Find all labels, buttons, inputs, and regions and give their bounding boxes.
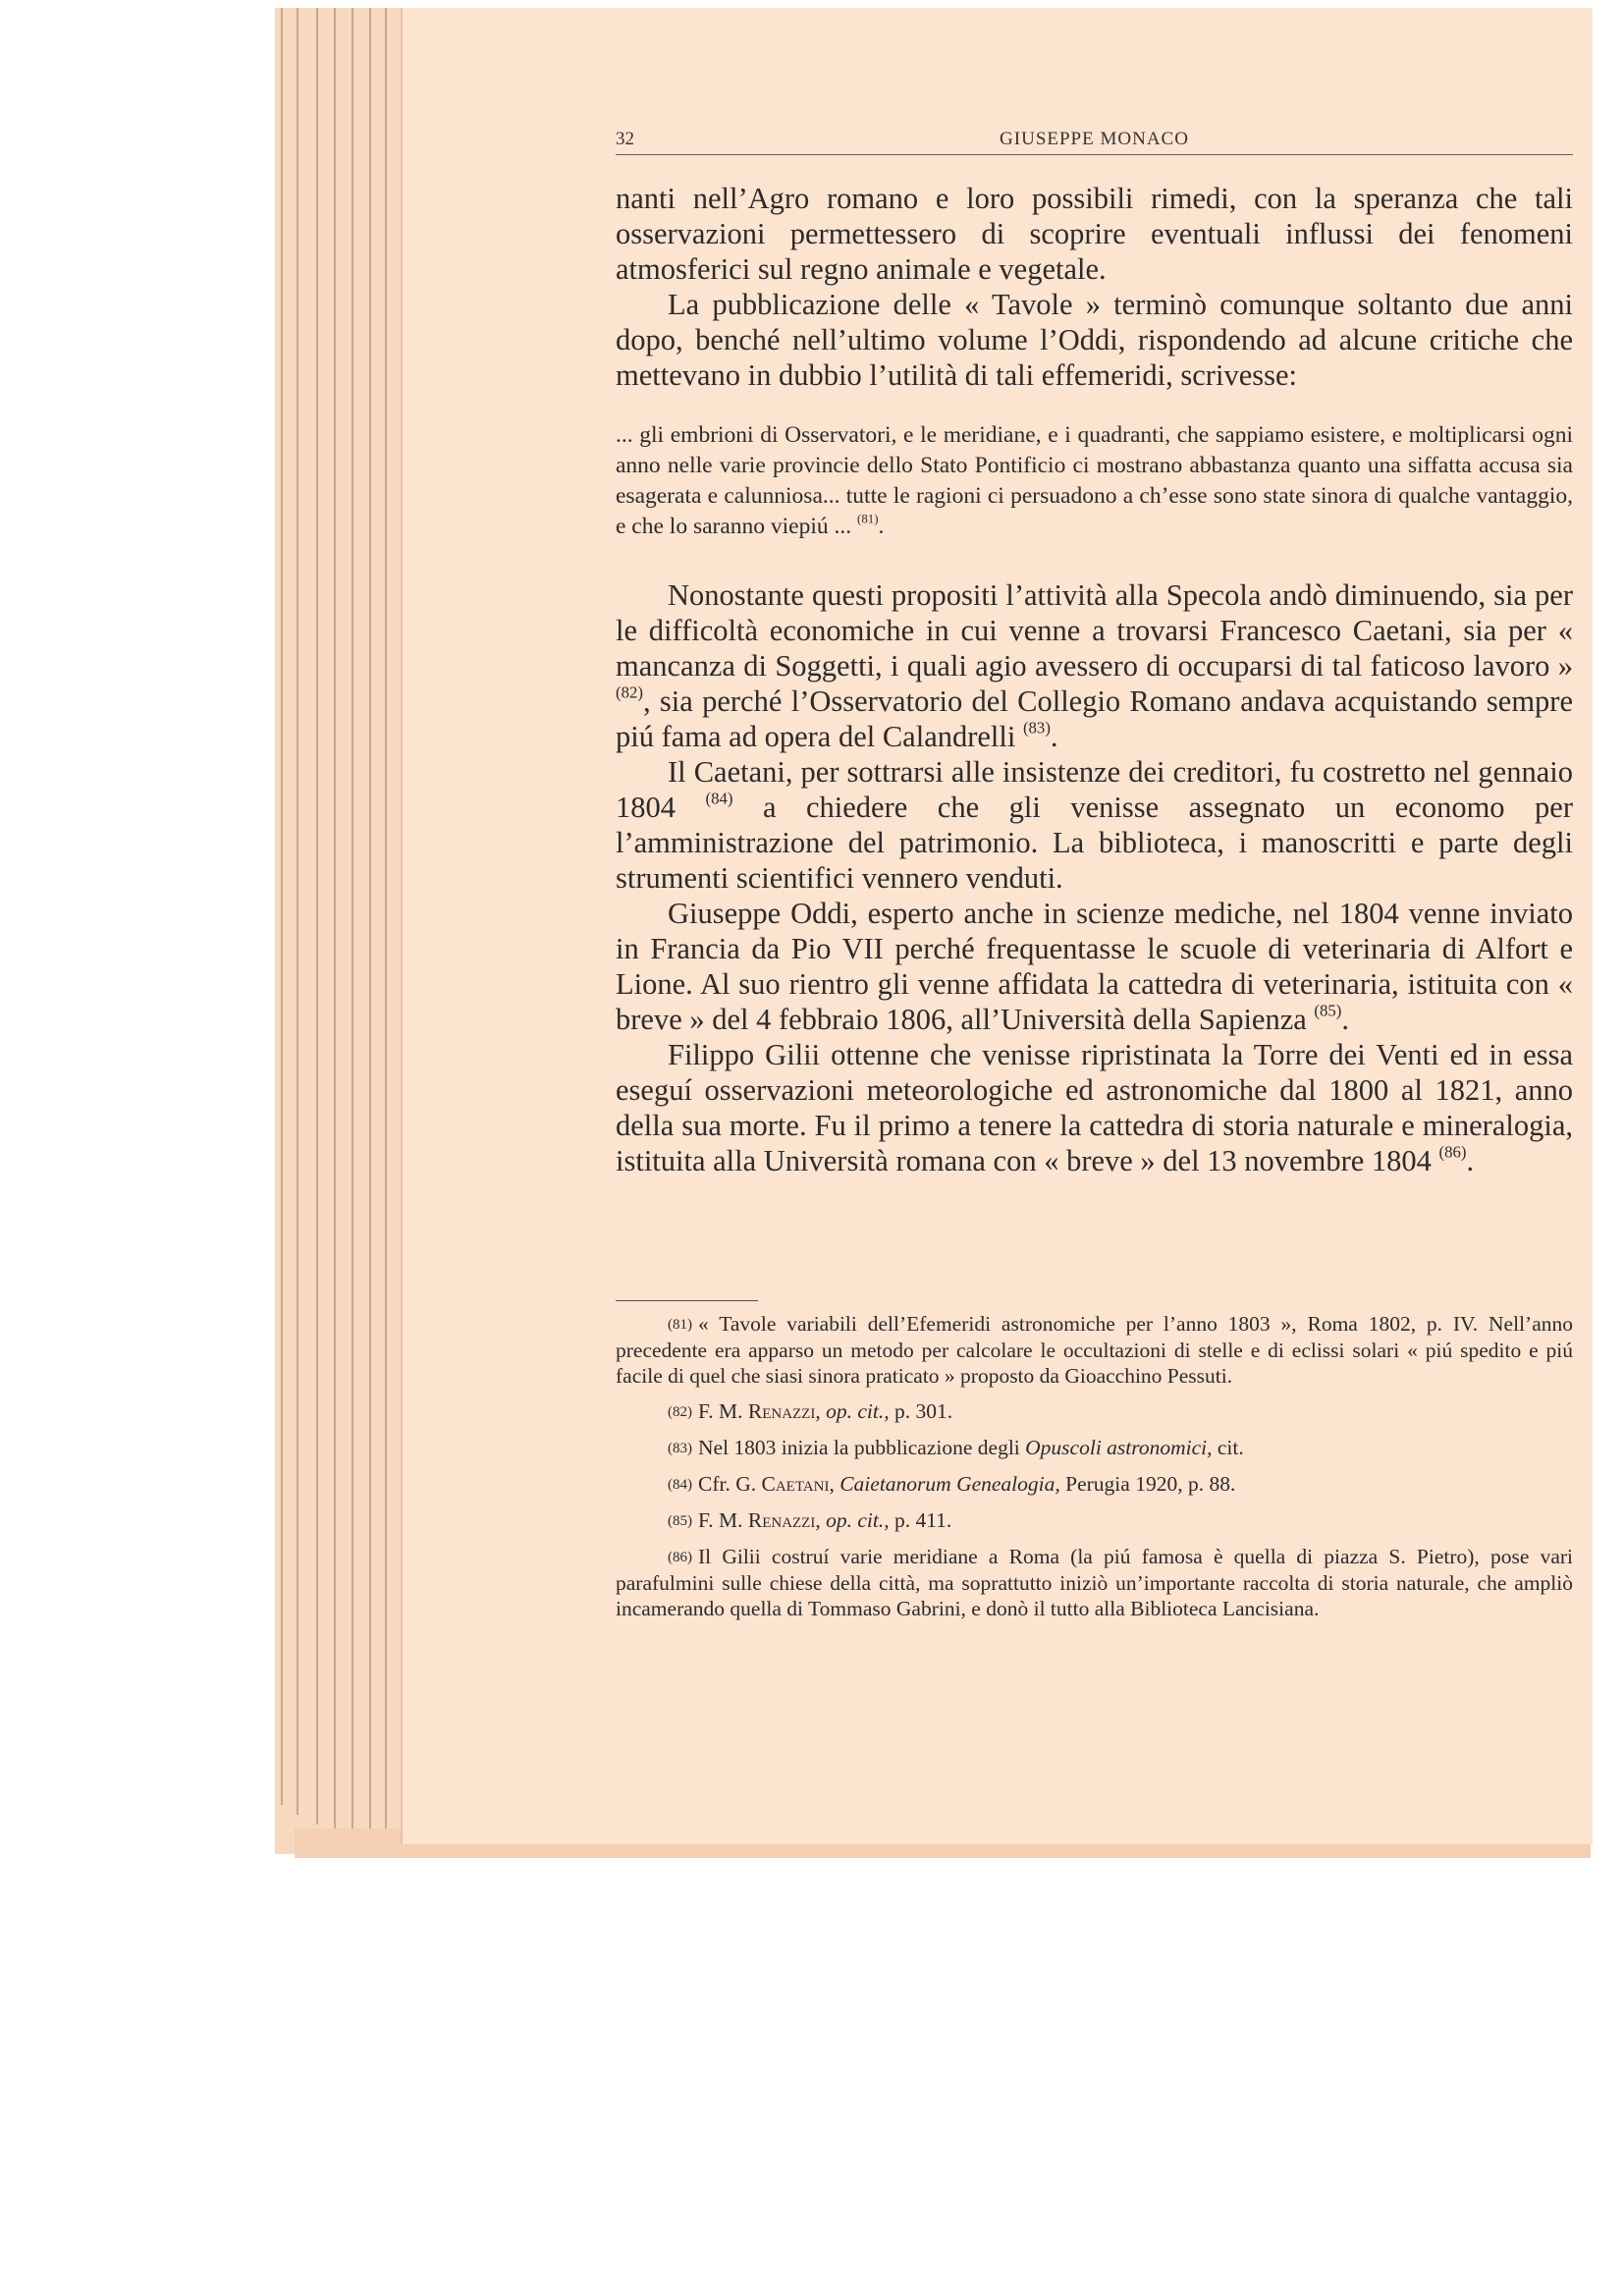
quote-text: ... gli embrioni di Osservatori, e le meridiane, e i quadranti, che sappiamo esistere, e moltiplicarsi ogni anno nelle varie provincie dello Stato Pontificio ci mostrano abbastanza quanto una siffatta accusa sia esagerata e calunniosa... tutte le ragioni ci persuadono a ch’esse sono state sinora di qualche vantaggio, e che lo saranno viepiú ... — [616, 422, 1573, 539]
footnote-mark: (86) — [668, 1550, 692, 1565]
footnote-85 — [616, 1507, 1573, 1534]
footnote-text: « Tavole variabili dell’Efemeridi astronomiche per l’anno 1803 », Roma 1802, p. IV. Nell’anno precedente era apparso un metodo per calcolare le occultazioni di stelle e di eclissi solari « piú spedito e piú facile di quel che siasi sinora praticato » proposto da Gioacchino Pessuti. — [616, 1312, 1573, 1388]
footnote-title: Opuscoli astronomici, — [1025, 1436, 1213, 1459]
paragraph-text: a chiedere che gli venisse assegnato un economo per l’amministrazione del patrimonio. La biblioteca, i manoscritti e parte degli strumenti scientifici vennero venduti. — [616, 791, 1573, 895]
page-number: 32 — [616, 129, 634, 149]
footnote-text: Perugia 1920, p. 88. — [1059, 1472, 1236, 1496]
book-page — [403, 8, 1593, 1844]
footnote-ref: (85) — [1314, 1001, 1342, 1020]
paragraph-text: Nonostante questi propositi l’attività alla Specola andò diminuendo, sia per le difficoltà economiche in cui venne a trovarsi Francesco Caetani, sia per « mancanza di Soggetti, i quali agio avessero di occuparsi di tal faticoso lavoro » — [616, 578, 1573, 683]
footnote-ref: (82) — [616, 683, 643, 702]
paragraph-text: . — [1050, 720, 1058, 753]
footnote-81 — [616, 1311, 1573, 1389]
footnote-text: Nel 1803 inizia la pubblicazione degli — [698, 1436, 1026, 1459]
footnote-mark: (84) — [668, 1477, 692, 1493]
page-edge-line — [297, 8, 298, 1815]
footnote-author: G. Caetani, — [735, 1472, 835, 1496]
footnote-title: op. cit., — [826, 1399, 890, 1423]
footnote-mark: (85) — [668, 1513, 692, 1529]
footnote-ref: (81) — [857, 511, 879, 526]
page-edge-line — [385, 8, 387, 1844]
paragraph-text: Giuseppe Oddi, esperto anche in scienze mediche, nel 1804 venne inviato in Francia da Pio VII perché frequentasse le scuole di veterinaria di Alfort e Lione. Al suo rientro gli venne affidata la cattedra di veterinaria, istituita con « breve » del 4 febbraio 1806, all’Università della Sapienza — [616, 897, 1573, 1036]
paragraph — [616, 754, 1573, 896]
paragraph — [616, 577, 1573, 754]
footnote-ref: (86) — [1438, 1142, 1467, 1162]
block-quote — [616, 420, 1573, 542]
paragraph: La pubblicazione delle « Tavole » terminò comunque soltanto due anni dopo, benché nell’ultimo volume l’Oddi, rispondendo ad alcune critiche che mettevano in dubbio l’utilità di tali effemeridi, scrivesse: — [616, 288, 1573, 392]
main-text — [616, 181, 1573, 1178]
paragraph: nanti nell’Agro romano e loro possibili rimedi, con la speranza che tali osservazioni permettessero di scoprire eventuali influssi dei fenomeni atmosferici sul regno animale e vegetale. — [616, 182, 1573, 286]
paragraph-text: Il Caetani, per sottrarsi alle insistenze dei creditori, fu costretto nel gennaio 1804 — [616, 755, 1573, 824]
quote-end: . — [878, 514, 885, 539]
footnotes — [616, 1311, 1573, 1631]
footnote-title: Caietanorum Genealogia, — [839, 1472, 1060, 1496]
page-edge-line — [334, 8, 336, 1830]
paragraph — [616, 1037, 1573, 1178]
footnote-text: p. 301. — [889, 1399, 953, 1423]
footnote-text: Cfr. — [698, 1472, 736, 1496]
paragraph-text: Filippo Gilii ottenne che venisse ripristinata la Torre dei Venti ed in essa eseguí osservazioni meteorologiche ed astronomiche dal 1800 al 1821, anno della sua morte. Fu il primo a tenere la cattedra di storia naturale e mineralogia, istituita alla Università romana con « breve » del 13 novembre 1804 — [616, 1038, 1573, 1177]
page-edge-line — [316, 8, 318, 1825]
footnote-83 — [616, 1435, 1573, 1461]
paragraph — [616, 896, 1573, 1037]
footnote-text: Il Gilii costruí varie meridiane a Roma (la piú famosa è quella di piazza S. Pietro), pose vari parafulmini sulle chiese della città, ma soprattutto iniziò un’importante raccolta di storia naturale, che ampliò incamerando quella di Tommaso Gabrini, e donò il tutto alla Biblioteca Lancisiana. — [616, 1545, 1573, 1620]
paragraph-text: . — [1466, 1144, 1475, 1177]
footnote-author: F. M. Renazzi, — [698, 1508, 821, 1532]
footnote-text: cit. — [1212, 1436, 1244, 1459]
footnote-ref: (84) — [705, 789, 733, 808]
footnote-mark: (83) — [668, 1441, 692, 1456]
page-edge-line — [352, 8, 353, 1834]
footnote-mark: (82) — [668, 1404, 692, 1420]
footnote-86 — [616, 1544, 1573, 1621]
footnote-mark: (81) — [668, 1317, 692, 1333]
footnote-author: F. M. Renazzi, — [698, 1399, 821, 1423]
running-head-author: GIUSEPPE MONACO — [1000, 129, 1189, 149]
paragraph-text: , sia perché l’Osservatorio del Collegio Romano andava acquistando sempre piú fama ad opera del Calandrelli — [616, 684, 1573, 753]
footnote-text: p. 411. — [889, 1508, 952, 1532]
footnote-84 — [616, 1471, 1573, 1498]
paragraph-text: . — [1341, 1003, 1349, 1036]
footnote-title: op. cit., — [826, 1508, 890, 1532]
footnote-82 — [616, 1398, 1573, 1425]
page-edge-line — [281, 8, 283, 1805]
footnote-ref: (83) — [1022, 718, 1051, 738]
page-edge-line — [369, 8, 371, 1839]
running-header — [616, 129, 1573, 155]
footnote-separator — [616, 1300, 758, 1301]
